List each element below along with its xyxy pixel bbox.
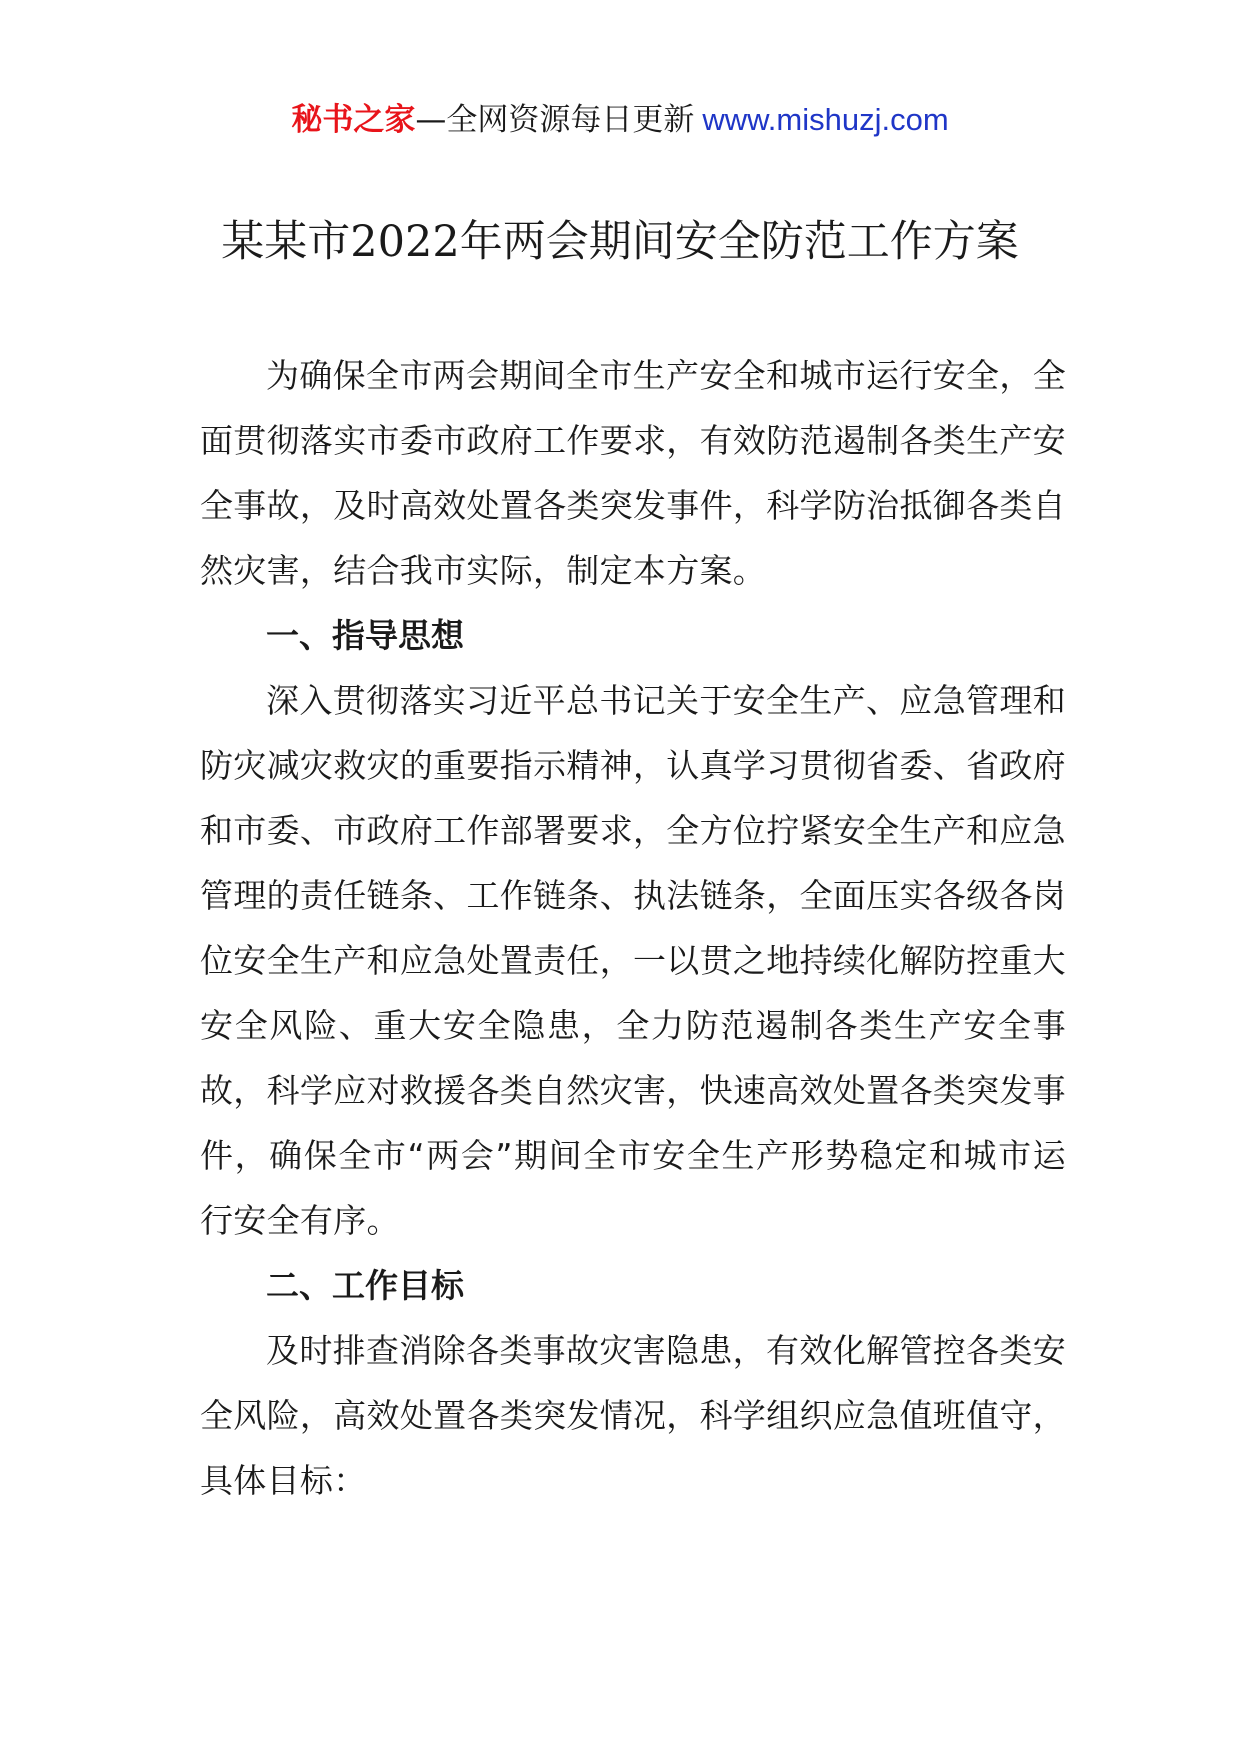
- section-heading-guiding-ideology: 一、指导思想: [266, 616, 464, 655]
- intro-paragraph: 为确保全市两会期间全市生产安全和城市运行安全，全面贯彻落实市委市政府工作要求，有效防范遏制各类生产安全事故，及时高效处置各类突发事件，科学防治抵御各类自然灾害，结合我市实际，制定本方案。: [200, 356, 1066, 590]
- work-goals-paragraph: 及时排查消除各类事故灾害隐患，有效化解管控各类安全风险，高效处置各类突发情况，科学组织应急值班值守，具体目标：: [200, 1331, 1066, 1500]
- document-title: 某某市2022年两会期间安全防范工作方案: [221, 217, 1019, 267]
- brand-name: 秘书之家: [291, 102, 416, 138]
- header-tagline: 全网资源每日更新: [446, 102, 695, 138]
- section-heading-work-goals: 二、工作目标: [266, 1266, 464, 1305]
- document-body: [200, 343, 1066, 1513]
- site-url-link[interactable]: www.mishuzj.com: [702, 102, 949, 137]
- guiding-ideology-paragraph: 深入贯彻落实习近平总书记关于安全生产、应急管理和防灾减灾救灾的重要指示精神，认真学习贯彻省委、省政府和市委、市政府工作部署要求，全方位拧紧安全生产和应急管理的责任链条、工作链条、执法链条，全面压实各级各岗位安全生产和应急处置责任，一以贯之地持续化解防控重大安全风险、重大安全隐患，全力防范遏制各类生产安全事故，科学应对救援各类自然灾害，快速高效处置各类突发事件，确保全市“两会”期间全市安全生产形势稳定和城市运行安全有序。: [200, 681, 1066, 1240]
- site-header: [0, 98, 1240, 142]
- header-dash: —: [415, 102, 447, 138]
